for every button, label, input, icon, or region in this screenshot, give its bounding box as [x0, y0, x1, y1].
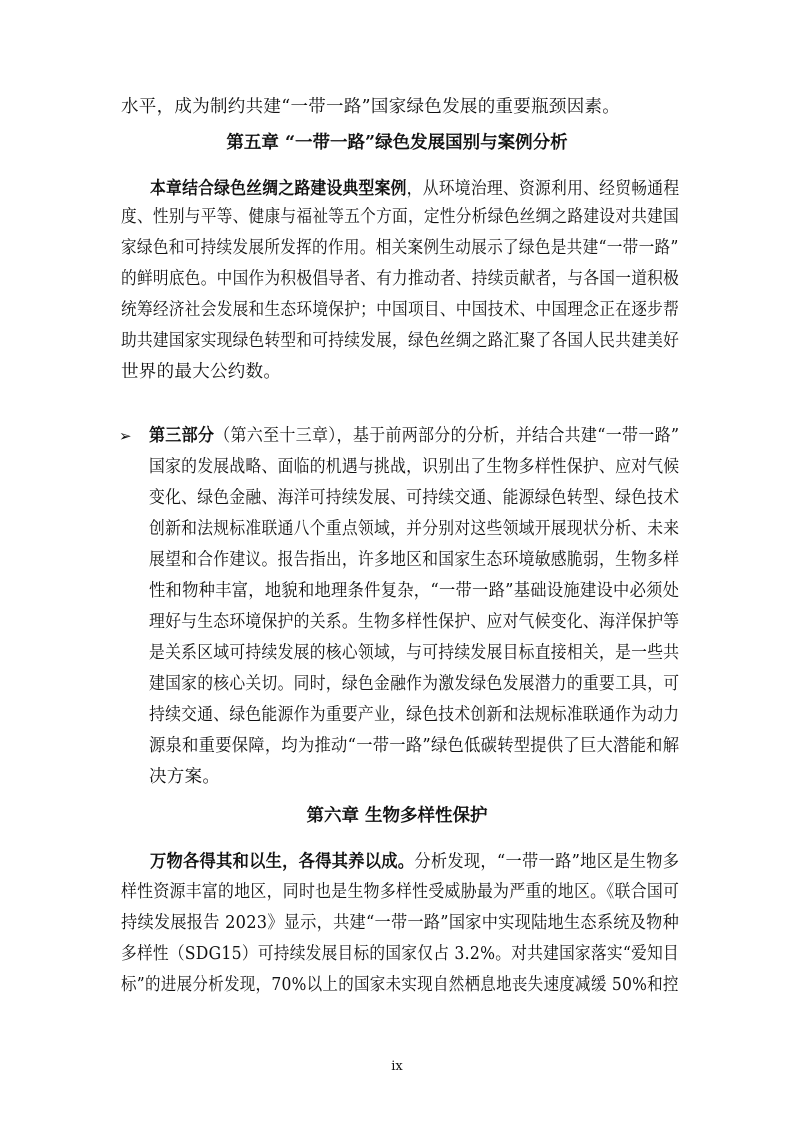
paragraph-line: 源泉和重要保障，均为推动“一带一路”绿色低碳转型提供了巨大潜能和解 [149, 736, 680, 756]
paragraph-line [150, 177, 679, 201]
part-3-line1-rest: （第六至十三章），基于前两部分的分析，并结合共建“一带一路” [214, 426, 680, 446]
chapter-5-line1-rest: ，从环境治理、资源利用、经贸畅通程 [406, 179, 680, 199]
paragraph-line: 理好与生态环境保护的关系。生物多样性保护、应对气候变化、海洋保护等 [149, 612, 680, 632]
part-3-lead: 第三部分 [149, 426, 215, 446]
chapter-5-heading: 第五章 “一带一路”绿色发展国别与案例分析 [226, 133, 568, 153]
paragraph-line: 家绿色和可持续发展所发挥的作用。相关案例生动展示了绿色是共建“一带一路” [121, 238, 679, 258]
paragraph-line: 建国家的核心关切。同时，绿色金融作为激发绿色发展潜力的重要工具，可 [149, 674, 680, 694]
paragraph-line: 度、性别与平等、健康与福祉等五个方面，定性分析绿色丝绸之路建设对共建国 [121, 207, 680, 227]
paragraph-line [149, 424, 679, 448]
page-number: ix [391, 1059, 403, 1074]
chapter-6-line1-rest: 分析发现，“一带一路”地区是生物多 [414, 852, 680, 872]
paragraph-line: 国家的发展战略、面临的机遇与挑战，识别出了生物多样性保护、应对气候 [149, 457, 680, 477]
paragraph-line: 是关系区域可持续发展的核心领域，与可持续发展目标直接相关，是一些共 [149, 643, 680, 663]
chapter-6-lead: 万物各得其和以生，各得其养以成。 [150, 852, 415, 872]
paragraph-line: 标”的进展分析发现，70%以上的国家未实现自然栖息地丧失速度减缓 50%和控 [121, 975, 679, 995]
chapter-6-heading: 第六章 生物多样性保护 [306, 806, 488, 826]
paragraph-line: 展望和合作建议。报告指出，许多地区和国家生态环境敏感脆弱，生物多样 [149, 550, 680, 570]
paragraph-line: 多样性（SDG15）可持续发展目标的国家仅占 3.2%。对共建国家落实“爱知目 [121, 944, 679, 964]
paragraph-line: 持续交通、绿色能源作为重要产业，绿色技术创新和法规标准联通作为动力 [149, 705, 680, 725]
paragraph-line: 决方案。 [149, 767, 221, 787]
paragraph-line: 的鲜明底色。中国作为积极倡导者、有力推动者、持续贡献者，与各国一道积极 [121, 269, 680, 289]
paragraph-line: 变化、绿色金融、海洋可持续发展、可持续交通、能源绿色转型、绿色技术 [149, 488, 680, 508]
bullet-arrow-icon: ➢ [119, 427, 132, 445]
paragraph-line: 性和物种丰富，地貌和地理条件复杂，“一带一路”基础设施建设中必须处 [149, 581, 680, 601]
paragraph-line: 世界的最大公约数。 [121, 362, 282, 382]
paragraph-line: 统筹经济社会发展和生态环境保护；中国项目、中国技术、中国理念正在逐步帮 [121, 300, 680, 320]
intro-line: 水平，成为制约共建“一带一路”国家绿色发展的重要瓶颈因素。 [121, 97, 621, 117]
paragraph-line: 创新和法规标准联通八个重点领域，并分别对这些领域开展现状分析、未来 [149, 519, 680, 539]
chapter-5-lead: 本章结合绿色丝绸之路建设典型案例 [150, 179, 407, 199]
paragraph-line: 持续发展报告 2023》显示，共建“一带一路”国家中实现陆地生态系统及物种 [121, 913, 680, 933]
paragraph-line: 助共建国家实现绿色转型和可持续发展，绿色丝绸之路汇聚了各国人民共建美好 [121, 331, 680, 351]
paragraph-line [150, 850, 679, 874]
paragraph-line: 样性资源丰富的地区，同时也是生物多样性受威胁最为严重的地区。《联合国可 [121, 882, 680, 902]
